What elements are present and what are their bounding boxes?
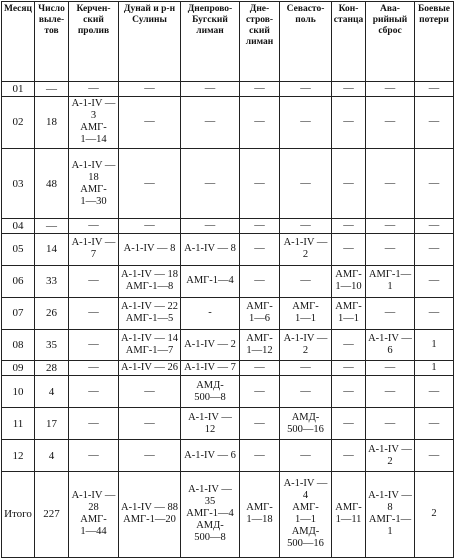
table-cell-sorties: 28 [35, 361, 69, 376]
table-cell-emergency-drop: — [366, 408, 415, 440]
table-cell-combat-losses: — [415, 376, 454, 408]
table-cell-sorties: 33 [35, 265, 69, 297]
table-cell-danube-sulina: А-1-IV — 26 [119, 361, 181, 376]
table-cell-combat-losses: — [415, 440, 454, 472]
table-cell-dniester-estuary: — [240, 148, 280, 218]
table-cell-sevastopol: А-1-IV — 4 АМГ- 1—1 АМД- 500—16 [280, 471, 332, 557]
table-cell-constanta: — [332, 408, 366, 440]
table-cell-combat-losses: 1 [415, 329, 454, 361]
table-cell-danube-sulina: — [119, 148, 181, 218]
table-cell-sorties: 4 [35, 440, 69, 472]
table-cell-combat-losses: 2 [415, 471, 454, 557]
table-cell-month: 05 [2, 233, 35, 265]
document-page [1, 1, 453, 558]
table-cell-emergency-drop: — [366, 297, 415, 329]
table-cell-month: 08 [2, 329, 35, 361]
table-cell-constanta: — [332, 329, 366, 361]
table-cell-dnieper-bug-estuary: А-1-IV — 2 [181, 329, 240, 361]
header-cell-kerch-strait: Керчен- ский пролив [69, 2, 119, 82]
table-cell-sevastopol: — [280, 376, 332, 408]
table-row [2, 329, 454, 361]
table-cell-month: 07 [2, 297, 35, 329]
header-row [2, 2, 454, 82]
table-cell-dnieper-bug-estuary: АМД- 500—8 [181, 376, 240, 408]
table-cell-danube-sulina: — [119, 376, 181, 408]
table-cell-constanta: — [332, 96, 366, 148]
table-cell-dnieper-bug-estuary: А-1-IV — 8 [181, 233, 240, 265]
table-cell-month: 04 [2, 219, 35, 234]
table-cell-month: 06 [2, 265, 35, 297]
table-cell-month: 11 [2, 408, 35, 440]
table-cell-emergency-drop: А-1-IV — 2 [366, 440, 415, 472]
table-cell-dnieper-bug-estuary: — [181, 219, 240, 234]
table-cell-constanta: АМГ- 1—11 [332, 471, 366, 557]
table-cell-kerch-strait: — [69, 219, 119, 234]
header-cell-danube-sulina: Дунай и р-н Сулины [119, 2, 181, 82]
table-row [2, 219, 454, 234]
table-cell-dnieper-bug-estuary: А-1-IV — 35 АМГ-1—4 АМД- 500—8 [181, 471, 240, 557]
table-cell-sevastopol: — [280, 440, 332, 472]
table-cell-sorties: 17 [35, 408, 69, 440]
table-cell-dnieper-bug-estuary: — [181, 82, 240, 97]
table-cell-kerch-strait: А-1-IV — 7 [69, 233, 119, 265]
table-cell-danube-sulina: — [119, 96, 181, 148]
table-cell-danube-sulina: — [119, 82, 181, 97]
table-row [2, 471, 454, 557]
table-row [2, 361, 454, 376]
header-cell-dniester-estuary: Дне- стров- ский лиман [240, 2, 280, 82]
header-cell-constanta: Кон- станца [332, 2, 366, 82]
table-cell-dniester-estuary: — [240, 265, 280, 297]
header-cell-emergency-drop: Ава- рийный сброс [366, 2, 415, 82]
table-cell-kerch-strait: — [69, 408, 119, 440]
table-cell-dnieper-bug-estuary: — [181, 96, 240, 148]
table-cell-sorties: — [35, 219, 69, 234]
table-cell-kerch-strait: — [69, 361, 119, 376]
table-cell-sevastopol: АМГ- 1—1 [280, 297, 332, 329]
table-cell-dniester-estuary: АМГ- 1—12 [240, 329, 280, 361]
table-cell-month: 09 [2, 361, 35, 376]
table-cell-emergency-drop: — [366, 82, 415, 97]
table-cell-month: 01 [2, 82, 35, 97]
table-cell-constanta: АМГ- 1—1 [332, 297, 366, 329]
table-cell-emergency-drop: — [366, 376, 415, 408]
header-cell-combat-losses: Боевые потери [415, 2, 454, 82]
table-cell-emergency-drop: — [366, 148, 415, 218]
table-cell-danube-sulina: А-1-IV — 22 АМГ-1—5 [119, 297, 181, 329]
table-cell-kerch-strait: — [69, 297, 119, 329]
table-cell-dniester-estuary: — [240, 361, 280, 376]
table-cell-sevastopol: — [280, 361, 332, 376]
table-cell-emergency-drop: — [366, 219, 415, 234]
table-cell-emergency-drop: — [366, 233, 415, 265]
table-cell-sorties: — [35, 82, 69, 97]
table-row [2, 265, 454, 297]
table-cell-constanta: АМГ- 1—10 [332, 265, 366, 297]
table-cell-dnieper-bug-estuary: - [181, 297, 240, 329]
table-cell-sevastopol: — [280, 148, 332, 218]
table-cell-sorties: 48 [35, 148, 69, 218]
table-cell-emergency-drop: АМГ-1—1 [366, 265, 415, 297]
table-cell-kerch-strait: — [69, 376, 119, 408]
table-row [2, 82, 454, 97]
table-cell-constanta: — [332, 82, 366, 97]
table-cell-kerch-strait: — [69, 265, 119, 297]
table-cell-emergency-drop: — [366, 96, 415, 148]
table-cell-sorties: 18 [35, 96, 69, 148]
table-cell-sorties: 4 [35, 376, 69, 408]
table-cell-month: 02 [2, 96, 35, 148]
table-cell-sevastopol: — [280, 265, 332, 297]
table-cell-dniester-estuary: — [240, 408, 280, 440]
table-cell-kerch-strait: — [69, 440, 119, 472]
table-cell-danube-sulina: А-1-IV — 14 АМГ-1—7 [119, 329, 181, 361]
mining-sorties-table [1, 1, 454, 558]
table-cell-sevastopol: — [280, 219, 332, 234]
table-cell-emergency-drop: А-1-IV — 8 АМГ-1—1 [366, 471, 415, 557]
table-cell-combat-losses: — [415, 219, 454, 234]
table-cell-sevastopol: А-1-IV — 2 [280, 329, 332, 361]
table-cell-constanta: — [332, 376, 366, 408]
header-cell-sorties: Число выле- тов [35, 2, 69, 82]
header-cell-dnieper-bug-estuary: Днепрово- Бугский лиман [181, 2, 240, 82]
table-cell-constanta: — [332, 148, 366, 218]
table-row [2, 440, 454, 472]
table-cell-combat-losses: — [415, 96, 454, 148]
header-cell-sevastopol: Севасто- поль [280, 2, 332, 82]
table-row [2, 148, 454, 218]
table-cell-dnieper-bug-estuary: А-1-IV — 6 [181, 440, 240, 472]
table-cell-sevastopol: А-1-IV — 2 [280, 233, 332, 265]
table-cell-constanta: — [332, 440, 366, 472]
table-cell-constanta: — [332, 219, 366, 234]
table-cell-sorties: 26 [35, 297, 69, 329]
table-cell-combat-losses: — [415, 265, 454, 297]
table-row [2, 408, 454, 440]
table-cell-dnieper-bug-estuary: — [181, 148, 240, 218]
table-cell-kerch-strait: А-1-IV — 3 АМГ- 1—14 [69, 96, 119, 148]
table-cell-dniester-estuary: — [240, 376, 280, 408]
table-cell-sorties: 14 [35, 233, 69, 265]
table-cell-dniester-estuary: АМГ- 1—6 [240, 297, 280, 329]
table-cell-kerch-strait: А-1-IV — 18 АМГ- 1—30 [69, 148, 119, 218]
table-cell-sorties: 35 [35, 329, 69, 361]
table-cell-dnieper-bug-estuary: А-1-IV — 12 [181, 408, 240, 440]
table-cell-combat-losses: — [415, 233, 454, 265]
table-cell-danube-sulina: А-1-IV — 8 [119, 233, 181, 265]
table-cell-danube-sulina: — [119, 408, 181, 440]
table-cell-month: 03 [2, 148, 35, 218]
table-cell-danube-sulina: — [119, 219, 181, 234]
table-cell-emergency-drop: — [366, 361, 415, 376]
table-cell-sevastopol: АМД- 500—16 [280, 408, 332, 440]
table-cell-constanta: — [332, 233, 366, 265]
header-cell-month: Месяц [2, 2, 35, 82]
table-cell-danube-sulina: — [119, 440, 181, 472]
table-cell-danube-sulina: А-1-IV — 88 АМГ-1—20 [119, 471, 181, 557]
table-cell-dniester-estuary: — [240, 440, 280, 472]
table-cell-month: Итого [2, 471, 35, 557]
table-cell-month: 10 [2, 376, 35, 408]
table-row [2, 376, 454, 408]
table-cell-dniester-estuary: АМГ- 1—18 [240, 471, 280, 557]
table-cell-kerch-strait: — [69, 329, 119, 361]
table-cell-combat-losses: — [415, 297, 454, 329]
table-row [2, 233, 454, 265]
table-cell-dnieper-bug-estuary: АМГ-1—4 [181, 265, 240, 297]
table-row [2, 297, 454, 329]
table-cell-constanta: — [332, 361, 366, 376]
table-cell-kerch-strait: — [69, 82, 119, 97]
table-cell-emergency-drop: А-1-IV — 6 [366, 329, 415, 361]
table-row [2, 96, 454, 148]
table-cell-sevastopol: — [280, 96, 332, 148]
table-cell-combat-losses: — [415, 408, 454, 440]
table-cell-danube-sulina: А-1-IV — 18 АМГ-1—8 [119, 265, 181, 297]
table-cell-dniester-estuary: — [240, 82, 280, 97]
table-cell-month: 12 [2, 440, 35, 472]
table-cell-kerch-strait: А-1-IV — 28 АМГ- 1—44 [69, 471, 119, 557]
table-cell-combat-losses: 1 [415, 361, 454, 376]
table-cell-dnieper-bug-estuary: А-1-IV — 7 [181, 361, 240, 376]
table-cell-dniester-estuary: — [240, 233, 280, 265]
table-cell-dniester-estuary: — [240, 96, 280, 148]
table-cell-sorties: 227 [35, 471, 69, 557]
table-cell-combat-losses: — [415, 82, 454, 97]
table-cell-combat-losses: — [415, 148, 454, 218]
table-cell-dniester-estuary: — [240, 219, 280, 234]
table-cell-sevastopol: — [280, 82, 332, 97]
